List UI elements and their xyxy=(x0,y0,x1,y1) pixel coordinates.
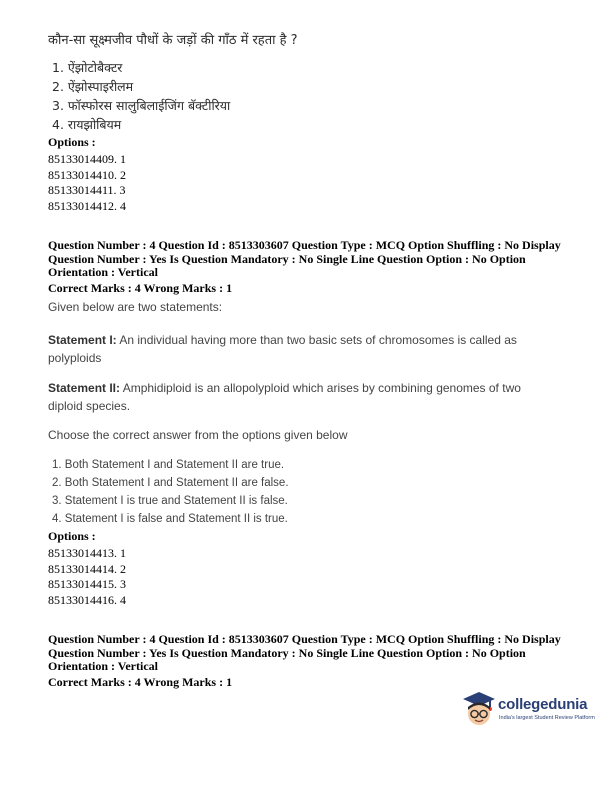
question-meta xyxy=(48,239,561,295)
question-intro: Given below are two statements: xyxy=(48,300,223,314)
options-block-prev xyxy=(48,135,126,214)
meta-line: Question Number : Yes Is Question Mandatory : No Single Line Question Option : No Option xyxy=(48,251,526,266)
meta-line: Question Number : 4 Question Id : 8513303607 Question Type : MCQ Option Shuffling : No Display xyxy=(48,632,561,646)
meta-line: Question Number : 4 Question Id : 8513303607 Question Type : MCQ Option Shuffling : No Display xyxy=(48,238,561,252)
question-prompt: Choose the correct answer from the options given below xyxy=(48,428,348,442)
marks-line: Correct Marks : 4 Wrong Marks : 1 xyxy=(48,280,233,295)
statement-one xyxy=(48,331,517,367)
choice-item: 1. Both Statement I and Statement II are true. xyxy=(52,459,285,471)
hindi-choice-list xyxy=(52,58,230,134)
logo-tagline: India's largest Student Review Platform xyxy=(499,715,595,721)
options-label: Options : xyxy=(48,529,96,543)
choice-item: 2. Both Statement I and Statement II are false. xyxy=(52,477,289,489)
choice-item: 2. ऐंझोस्पाइरीलम xyxy=(52,79,134,94)
statement-two xyxy=(48,379,521,415)
choice-item: 1. ऐंझोटोबैक्टर xyxy=(52,60,123,75)
option-id: 85133014416. 4 xyxy=(48,592,126,607)
english-choice-list xyxy=(52,456,289,528)
option-id: 85133014411. 3 xyxy=(48,183,126,197)
choice-item: 4. रायझोबियम xyxy=(52,117,122,132)
mascot-icon xyxy=(462,690,496,730)
meta-line: Orientation : Vertical xyxy=(48,265,158,279)
marks-line: Correct Marks : 4 Wrong Marks : 1 xyxy=(48,674,233,689)
question-text-hindi: कौन-सा सूक्ष्मजीव पौधों के जड़ों की गाँठ में रहता है ? xyxy=(48,33,298,48)
option-id: 85133014410. 2 xyxy=(48,167,126,182)
statement-label: Statement II: xyxy=(48,381,121,395)
logo-name: collegedunia xyxy=(498,696,588,713)
meta-line: Question Number : Yes Is Question Mandatory : No Single Line Question Option : No Option xyxy=(48,645,526,660)
statement-text: Amphidiploid is an allopolyploid which arises by combining genomes of two xyxy=(120,381,521,395)
option-id: 85133014415. 3 xyxy=(48,577,126,591)
option-id: 85133014413. 1 xyxy=(48,546,126,560)
options-label: Options : xyxy=(48,135,96,149)
statement-text-cont: diploid species. xyxy=(48,399,131,413)
choice-item: 3. फॉस्फोरस सालुबिलाईजिंग बॅक्टीरिया xyxy=(52,98,231,113)
options-block xyxy=(48,529,126,608)
question-meta-next xyxy=(48,633,561,689)
option-id: 85133014409. 1 xyxy=(48,152,126,166)
statement-text-cont: polyploids xyxy=(48,351,102,365)
statement-label: Statement I: xyxy=(48,333,117,347)
option-id: 85133014412. 4 xyxy=(48,198,126,213)
statement-text: An individual having more than two basic sets of chromosomes is called as xyxy=(116,333,517,347)
choice-item: 4. Statement I is false and Statement II is true. xyxy=(52,513,288,525)
collegedunia-logo xyxy=(462,690,594,734)
option-id: 85133014414. 2 xyxy=(48,561,126,576)
meta-line: Orientation : Vertical xyxy=(48,659,158,673)
choice-item: 3. Statement I is true and Statement II is false. xyxy=(52,495,288,507)
